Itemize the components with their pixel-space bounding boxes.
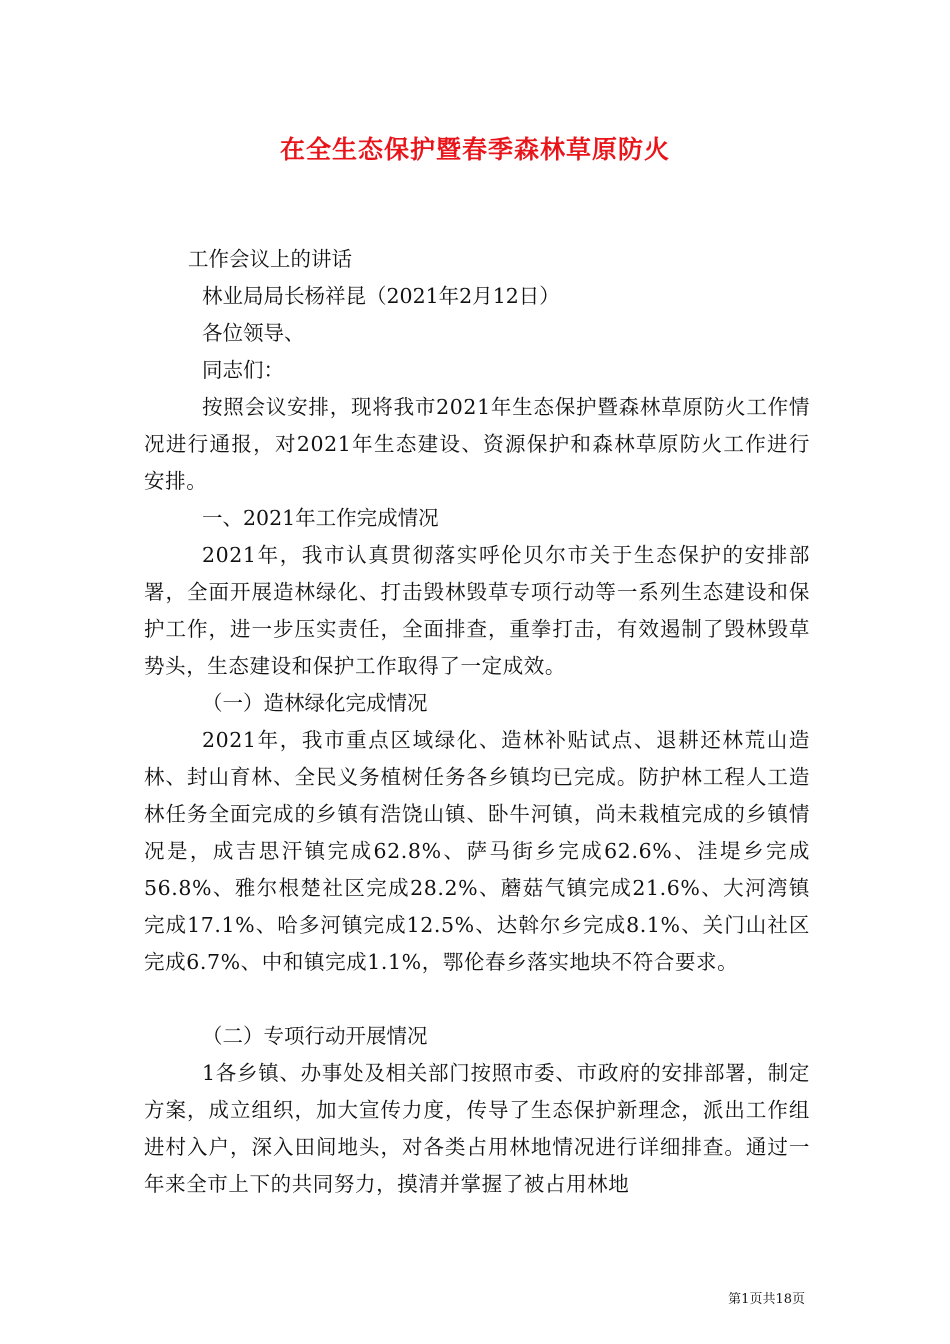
- page-number: 第1页共18页: [728, 1292, 805, 1307]
- document-title: 在全生态保护暨春季森林草原防火: [279, 135, 670, 164]
- subsection-heading: （一）造林绿化完成情况: [202, 691, 428, 715]
- body-paragraph: 2021年，我市认真贯彻落实呼伦贝尔市关于生态保护的安排部署，全面开展造林绿化、打击毁林毁草专项行动等一系列生态建设和保护工作，进一步压实责任，全面排查，重拳打击，有效遏制了毁林毁草势头，生态建设和保护工作取得了一定成效。: [144, 543, 810, 678]
- salutation-comrades: 同志们：: [202, 358, 284, 382]
- section-heading: 一、2021年工作完成情况: [202, 506, 439, 530]
- body-paragraph: 2021年，我市重点区域绿化、造林补贴试点、退耕还林荒山造林、封山育林、全民义务植树任务各乡镇均已完成。防护林工程人工造林任务全面完成的乡镇有浩饶山镇、卧牛河镇，尚未栽植完成的乡镇情况是，成吉思汗镇完成62.8%、萨马街乡完成62.6%、洼堤乡完成56.8%、雅尔根楚社区完成28.2%、蘑菇气镇完成21.6%、大河湾镇完成17.1%、哈多河镇完成12.5%、达斡尔乡完成8.1%、关门山社区完成6.7%、中和镇完成1.1%，鄂伦春乡落实地块不符合要求。: [144, 728, 810, 974]
- body-paragraph: 1各乡镇、办事处及相关部门按照市委、市政府的安排部署，制定方案，成立组织，加大宣传力度，传导了生态保护新理念，派出工作组进村入户，深入田间地头，对各类占用林地情况进行详细排查。通过一年来全市上下的共同努力，摸清并掌握了被占用林地: [144, 1061, 810, 1196]
- subsection-heading: （二）专项行动开展情况: [202, 1024, 428, 1048]
- document-subtitle: 工作会议上的讲话: [188, 247, 352, 271]
- salutation-leaders: 各位领导、: [202, 321, 305, 345]
- speaker-line: 林业局局长杨祥昆（2021年2月12日）: [202, 284, 560, 308]
- intro-paragraph: 按照会议安排，现将我市2021年生态保护暨森林草原防火工作情况进行通报，对2021年生态建设、资源保护和森林草原防火工作进行安排。: [144, 395, 810, 493]
